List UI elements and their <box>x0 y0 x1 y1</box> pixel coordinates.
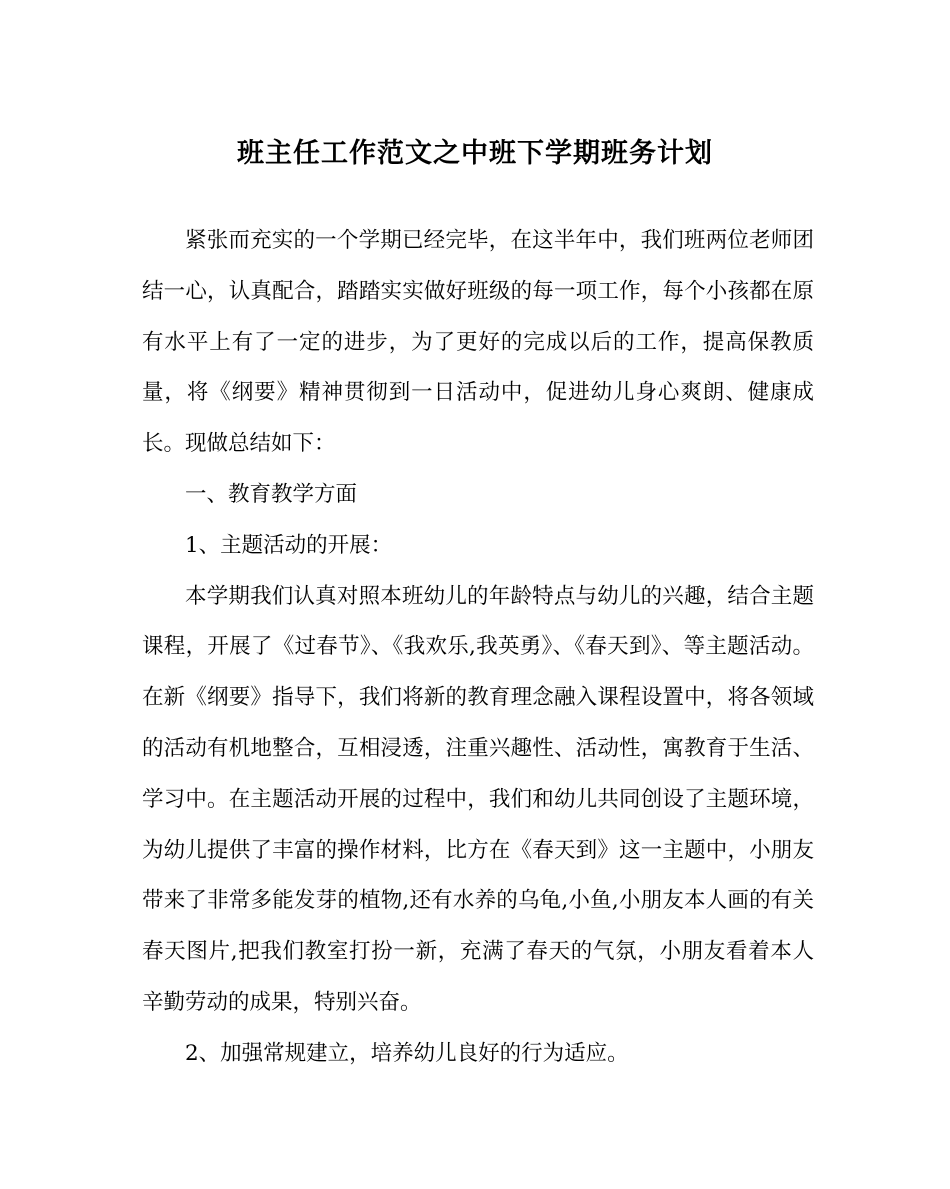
paragraph-intro: 紧张而充实的一个学期已经完毕，在这半年中，我们班两位老师团结一心，认真配合，踏踏实实做好班级的每一项工作，每个小孩都在原有水平上有了一定的进步，为了更好的完成以后的工作，提高保教质量，将《纲要》精神贯彻到一日活动中，促进幼儿身心爽朗、健康成长。现做总结如下： <box>142 228 814 457</box>
paragraph-theme-activities: 本学期我们认真对照本班幼儿的年龄特点与幼儿的兴趣，结合主题课程，开展了《过春节》、《我欢乐,我英勇》、《春天到》、等主题活动。在新《纲要》指导下，我们将新的教育理念融入课程设置中，将各领域的活动有机地整合，互相浸透，注重兴趣性、活动性，寓教育于生活、学习中。在主题活动开展的过程中，我们和幼儿共同创设了主题环境，为幼儿提供了丰富的操作材料，比方在《春天到》这一主题中，小朋友带来了非常多能发芽的植物,还有水养的乌龟,小鱼,小朋友本人画的有关春天图片,把我们教室打扮一新，充满了春天的气氛，小朋友看着本人辛勤劳动的成果，特别兴奋。 <box>142 583 814 1015</box>
document-title: 班主任工作范文之中班下学期班务计划 <box>237 138 713 169</box>
subsection-heading-routine: 2、加强常规建立，培养幼儿良好的行为适应。 <box>185 1040 629 1066</box>
section-heading-education: 一、教育教学方面 <box>185 481 358 507</box>
subsection-heading-theme-activities: 1、主题活动的开展： <box>185 532 393 558</box>
document-body <box>142 216 814 1080</box>
